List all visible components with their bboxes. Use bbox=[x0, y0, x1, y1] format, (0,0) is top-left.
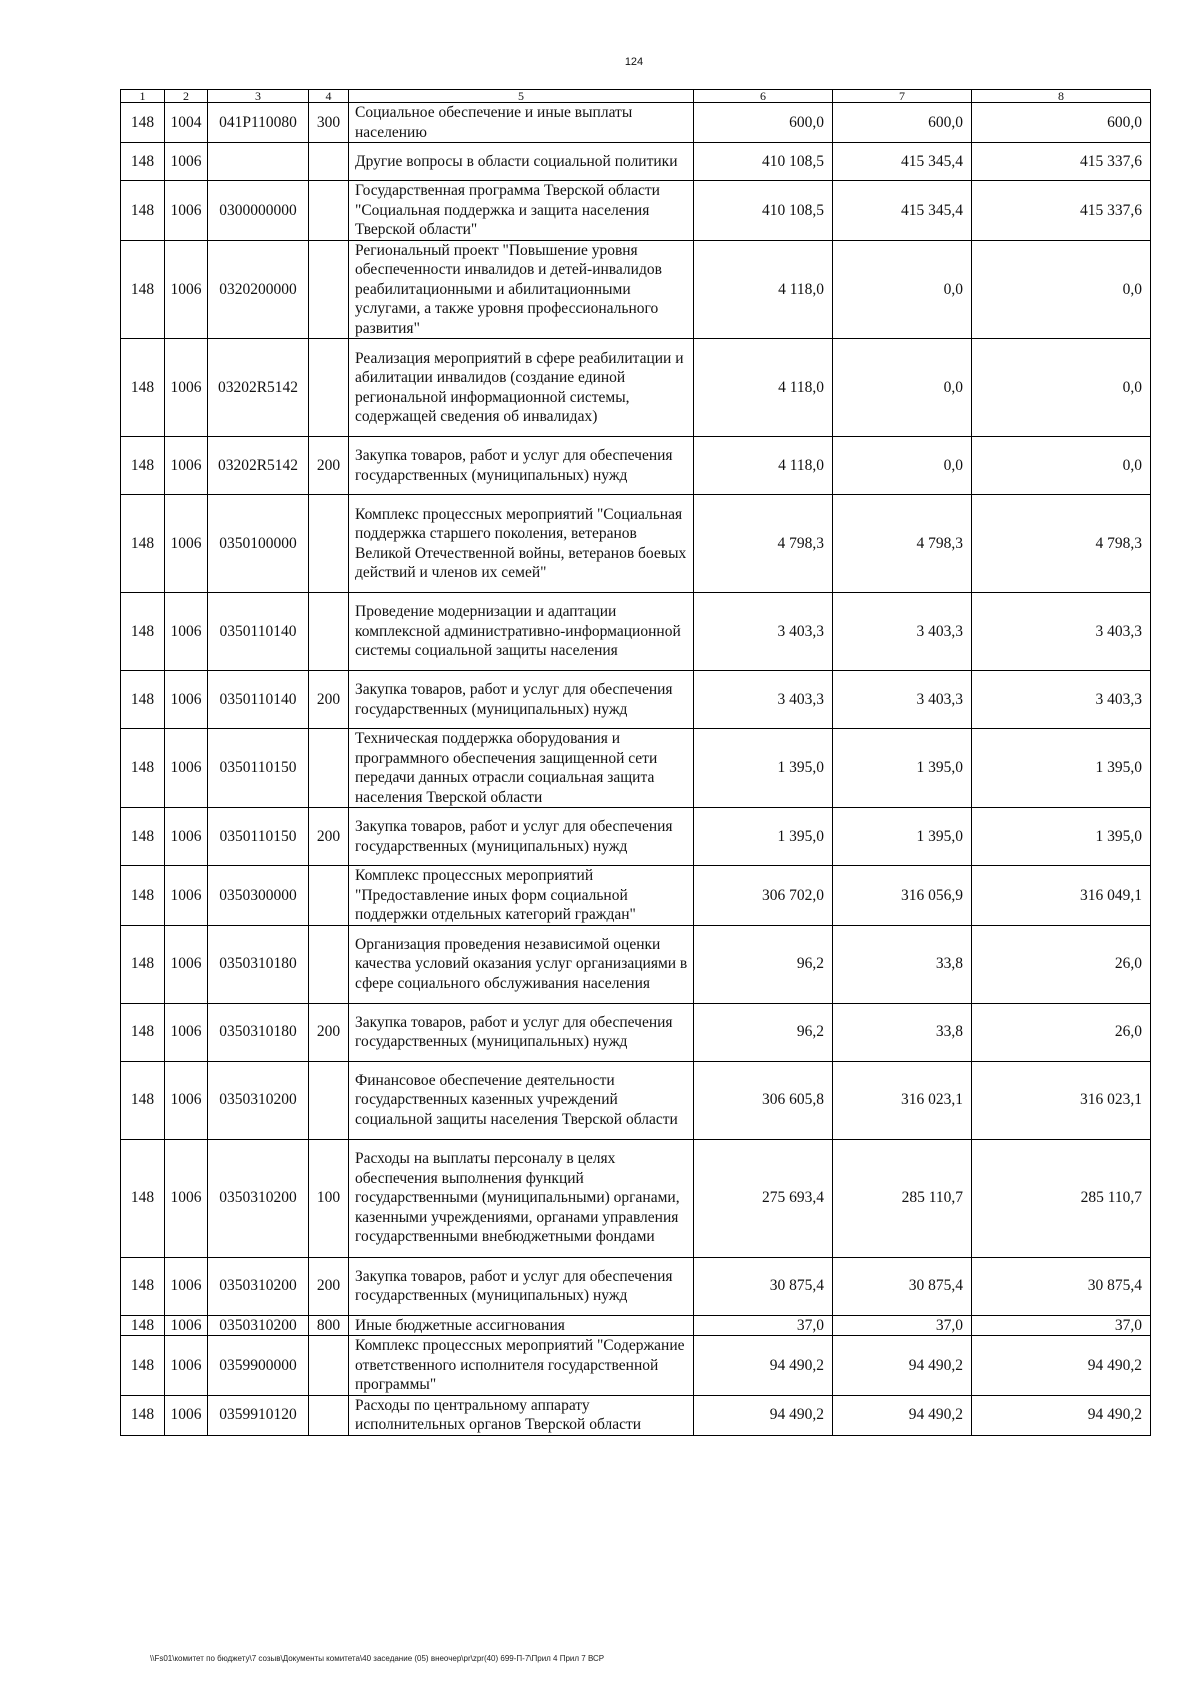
cell-description: Иные бюджетные ассигнования bbox=[349, 1315, 694, 1336]
column-number: 5 bbox=[349, 90, 694, 103]
cell-amount-year-3: 4 798,3 bbox=[972, 495, 1151, 593]
cell-administrator-code: 148 bbox=[121, 103, 165, 143]
cell-amount-year-1: 96,2 bbox=[694, 1003, 833, 1061]
cell-amount-year-1: 94 490,2 bbox=[694, 1395, 833, 1435]
cell-amount-year-3: 37,0 bbox=[972, 1315, 1151, 1336]
cell-administrator-code: 148 bbox=[121, 181, 165, 241]
table-row bbox=[121, 1315, 1151, 1336]
cell-target-article bbox=[208, 143, 309, 181]
cell-target-article: 0350310200 bbox=[208, 1257, 309, 1315]
table-row bbox=[121, 1257, 1151, 1315]
cell-amount-year-3: 1 395,0 bbox=[972, 808, 1151, 866]
cell-amount-year-1: 37,0 bbox=[694, 1315, 833, 1336]
cell-description: Закупка товаров, работ и услуг для обеспечения государственных (муниципальных) нужд bbox=[349, 1003, 694, 1061]
cell-description: Социальное обеспечение и иные выплаты населению bbox=[349, 103, 694, 143]
table-row bbox=[121, 240, 1151, 339]
table-row bbox=[121, 181, 1151, 241]
cell-administrator-code: 148 bbox=[121, 1315, 165, 1336]
cell-amount-year-2: 0,0 bbox=[833, 240, 972, 339]
cell-amount-year-3: 26,0 bbox=[972, 1003, 1151, 1061]
cell-amount-year-2: 94 490,2 bbox=[833, 1336, 972, 1396]
cell-target-article: 0359910120 bbox=[208, 1395, 309, 1435]
cell-administrator-code: 148 bbox=[121, 1395, 165, 1435]
cell-administrator-code: 148 bbox=[121, 1257, 165, 1315]
cell-amount-year-2: 3 403,3 bbox=[833, 671, 972, 729]
cell-expense-type bbox=[309, 495, 349, 593]
cell-description: Расходы по центральному аппарату исполнительных органов Тверской области bbox=[349, 1395, 694, 1435]
cell-amount-year-1: 4 118,0 bbox=[694, 339, 833, 437]
cell-section-code: 1006 bbox=[165, 1257, 208, 1315]
cell-amount-year-3: 30 875,4 bbox=[972, 1257, 1151, 1315]
budget-table bbox=[120, 89, 1151, 1436]
cell-amount-year-2: 30 875,4 bbox=[833, 1257, 972, 1315]
cell-section-code: 1006 bbox=[165, 808, 208, 866]
cell-amount-year-1: 94 490,2 bbox=[694, 1336, 833, 1396]
cell-section-code: 1006 bbox=[165, 1395, 208, 1435]
cell-description: Государственная программа Тверской области "Социальная поддержка и защита населения Тверской области" bbox=[349, 181, 694, 241]
cell-section-code: 1006 bbox=[165, 1336, 208, 1396]
table-row bbox=[121, 808, 1151, 866]
cell-administrator-code: 148 bbox=[121, 143, 165, 181]
cell-administrator-code: 148 bbox=[121, 925, 165, 1003]
cell-amount-year-3: 94 490,2 bbox=[972, 1395, 1151, 1435]
cell-amount-year-2: 0,0 bbox=[833, 437, 972, 495]
cell-section-code: 1006 bbox=[165, 925, 208, 1003]
table-row bbox=[121, 729, 1151, 808]
cell-amount-year-3: 94 490,2 bbox=[972, 1336, 1151, 1396]
cell-target-article: 0350300000 bbox=[208, 866, 309, 926]
cell-administrator-code: 148 bbox=[121, 1003, 165, 1061]
cell-description: Реализация мероприятий в сфере реабилитации и абилитации инвалидов (создание единой региональной информационной системы, содержащей сведения об инвалидах) bbox=[349, 339, 694, 437]
cell-amount-year-3: 415 337,6 bbox=[972, 143, 1151, 181]
cell-section-code: 1006 bbox=[165, 1315, 208, 1336]
cell-expense-type: 100 bbox=[309, 1139, 349, 1257]
cell-section-code: 1006 bbox=[165, 729, 208, 808]
cell-amount-year-2: 415 345,4 bbox=[833, 143, 972, 181]
cell-section-code: 1006 bbox=[165, 143, 208, 181]
cell-target-article: 0350310200 bbox=[208, 1315, 309, 1336]
column-number: 6 bbox=[694, 90, 833, 103]
cell-amount-year-1: 3 403,3 bbox=[694, 593, 833, 671]
cell-amount-year-3: 285 110,7 bbox=[972, 1139, 1151, 1257]
table-row bbox=[121, 339, 1151, 437]
column-number: 3 bbox=[208, 90, 309, 103]
cell-amount-year-1: 4 798,3 bbox=[694, 495, 833, 593]
cell-administrator-code: 148 bbox=[121, 1061, 165, 1139]
cell-expense-type bbox=[309, 143, 349, 181]
cell-amount-year-2: 37,0 bbox=[833, 1315, 972, 1336]
cell-target-article: 0350310200 bbox=[208, 1061, 309, 1139]
table-row bbox=[121, 1139, 1151, 1257]
cell-amount-year-3: 415 337,6 bbox=[972, 181, 1151, 241]
cell-amount-year-2: 4 798,3 bbox=[833, 495, 972, 593]
cell-amount-year-3: 316 049,1 bbox=[972, 866, 1151, 926]
cell-description: Закупка товаров, работ и услуг для обеспечения государственных (муниципальных) нужд bbox=[349, 671, 694, 729]
cell-section-code: 1006 bbox=[165, 339, 208, 437]
cell-expense-type bbox=[309, 729, 349, 808]
cell-section-code: 1006 bbox=[165, 1139, 208, 1257]
cell-expense-type: 200 bbox=[309, 671, 349, 729]
cell-administrator-code: 148 bbox=[121, 729, 165, 808]
table-row bbox=[121, 437, 1151, 495]
cell-amount-year-1: 275 693,4 bbox=[694, 1139, 833, 1257]
cell-description: Комплекс процессных мероприятий "Социальная поддержка старшего поколения, ветеранов Великой Отечественной войны, ветеранов боевых действий и членов их семей" bbox=[349, 495, 694, 593]
cell-expense-type bbox=[309, 240, 349, 339]
cell-amount-year-3: 3 403,3 bbox=[972, 593, 1151, 671]
cell-description: Другие вопросы в области социальной политики bbox=[349, 143, 694, 181]
cell-administrator-code: 148 bbox=[121, 593, 165, 671]
cell-description: Закупка товаров, работ и услуг для обеспечения государственных (муниципальных) нужд bbox=[349, 808, 694, 866]
cell-target-article: 0350310180 bbox=[208, 1003, 309, 1061]
cell-expense-type bbox=[309, 866, 349, 926]
cell-expense-type bbox=[309, 1395, 349, 1435]
table-row bbox=[121, 593, 1151, 671]
cell-expense-type: 800 bbox=[309, 1315, 349, 1336]
table-row bbox=[121, 1336, 1151, 1396]
cell-description: Организация проведения независимой оценки качества условий оказания услуг организациями в сфере социального обслуживания населения bbox=[349, 925, 694, 1003]
cell-expense-type bbox=[309, 339, 349, 437]
cell-amount-year-1: 30 875,4 bbox=[694, 1257, 833, 1315]
cell-administrator-code: 148 bbox=[121, 671, 165, 729]
cell-target-article: 041P110080 bbox=[208, 103, 309, 143]
cell-section-code: 1004 bbox=[165, 103, 208, 143]
cell-amount-year-1: 4 118,0 bbox=[694, 240, 833, 339]
cell-amount-year-3: 26,0 bbox=[972, 925, 1151, 1003]
cell-amount-year-2: 1 395,0 bbox=[833, 808, 972, 866]
cell-target-article: 0359900000 bbox=[208, 1336, 309, 1396]
cell-expense-type: 200 bbox=[309, 437, 349, 495]
column-number: 7 bbox=[833, 90, 972, 103]
cell-section-code: 1006 bbox=[165, 495, 208, 593]
cell-description: Закупка товаров, работ и услуг для обеспечения государственных (муниципальных) нужд bbox=[349, 1257, 694, 1315]
cell-section-code: 1006 bbox=[165, 240, 208, 339]
cell-amount-year-2: 1 395,0 bbox=[833, 729, 972, 808]
page-number: 124 bbox=[624, 56, 644, 68]
table-row bbox=[121, 143, 1151, 181]
table-row bbox=[121, 103, 1151, 143]
cell-expense-type bbox=[309, 925, 349, 1003]
cell-amount-year-2: 316 023,1 bbox=[833, 1061, 972, 1139]
column-number-row bbox=[121, 90, 1151, 103]
cell-description: Техническая поддержка оборудования и программного обеспечения защищенной сети передачи данных отрасли социальная защита населения Тверской области bbox=[349, 729, 694, 808]
cell-expense-type: 200 bbox=[309, 808, 349, 866]
cell-administrator-code: 148 bbox=[121, 437, 165, 495]
column-number: 4 bbox=[309, 90, 349, 103]
cell-expense-type bbox=[309, 1336, 349, 1396]
cell-amount-year-1: 4 118,0 bbox=[694, 437, 833, 495]
cell-amount-year-1: 1 395,0 bbox=[694, 729, 833, 808]
cell-administrator-code: 148 bbox=[121, 495, 165, 593]
cell-amount-year-3: 0,0 bbox=[972, 437, 1151, 495]
cell-amount-year-2: 316 056,9 bbox=[833, 866, 972, 926]
table-row bbox=[121, 1003, 1151, 1061]
cell-description: Расходы на выплаты персоналу в целях обеспечения выполнения функций государственными (муниципальными) органами, казенными учреждениями, органами управления государственными внебюджетными фондами bbox=[349, 1139, 694, 1257]
cell-administrator-code: 148 bbox=[121, 339, 165, 437]
cell-target-article: 0350110150 bbox=[208, 729, 309, 808]
cell-target-article: 0320200000 bbox=[208, 240, 309, 339]
cell-administrator-code: 148 bbox=[121, 808, 165, 866]
table-row bbox=[121, 495, 1151, 593]
cell-description: Проведение модернизации и адаптации комплексной административно-информационной системы социальной защиты населения bbox=[349, 593, 694, 671]
table-body bbox=[121, 103, 1151, 1436]
cell-administrator-code: 148 bbox=[121, 1336, 165, 1396]
cell-amount-year-3: 316 023,1 bbox=[972, 1061, 1151, 1139]
cell-amount-year-3: 0,0 bbox=[972, 240, 1151, 339]
column-number: 1 bbox=[121, 90, 165, 103]
cell-target-article: 0350110140 bbox=[208, 593, 309, 671]
table-row bbox=[121, 866, 1151, 926]
cell-expense-type bbox=[309, 1061, 349, 1139]
cell-amount-year-3: 600,0 bbox=[972, 103, 1151, 143]
cell-amount-year-3: 0,0 bbox=[972, 339, 1151, 437]
cell-amount-year-1: 306 702,0 bbox=[694, 866, 833, 926]
cell-amount-year-2: 0,0 bbox=[833, 339, 972, 437]
cell-amount-year-3: 3 403,3 bbox=[972, 671, 1151, 729]
cell-target-article: 0350100000 bbox=[208, 495, 309, 593]
cell-amount-year-2: 285 110,7 bbox=[833, 1139, 972, 1257]
cell-section-code: 1006 bbox=[165, 866, 208, 926]
cell-section-code: 1006 bbox=[165, 181, 208, 241]
cell-amount-year-1: 410 108,5 bbox=[694, 181, 833, 241]
cell-amount-year-1: 306 605,8 bbox=[694, 1061, 833, 1139]
cell-description: Региональный проект "Повышение уровня обеспеченности инвалидов и детей-инвалидов реабилитационными и абилитационными услугами, а также уровня профессионального развития" bbox=[349, 240, 694, 339]
table-row bbox=[121, 1061, 1151, 1139]
cell-expense-type: 200 bbox=[309, 1003, 349, 1061]
cell-expense-type bbox=[309, 181, 349, 241]
cell-target-article: 0350110150 bbox=[208, 808, 309, 866]
cell-section-code: 1006 bbox=[165, 593, 208, 671]
cell-amount-year-1: 3 403,3 bbox=[694, 671, 833, 729]
table-row bbox=[121, 925, 1151, 1003]
cell-description: Комплекс процессных мероприятий "Содержание ответственного исполнителя государственной программы" bbox=[349, 1336, 694, 1396]
cell-amount-year-3: 1 395,0 bbox=[972, 729, 1151, 808]
cell-amount-year-1: 1 395,0 bbox=[694, 808, 833, 866]
cell-amount-year-2: 94 490,2 bbox=[833, 1395, 972, 1435]
cell-amount-year-1: 600,0 bbox=[694, 103, 833, 143]
cell-section-code: 1006 bbox=[165, 437, 208, 495]
cell-amount-year-2: 415 345,4 bbox=[833, 181, 972, 241]
cell-amount-year-1: 96,2 bbox=[694, 925, 833, 1003]
cell-description: Финансовое обеспечение деятельности государственных казенных учреждений социальной защиты населения Тверской области bbox=[349, 1061, 694, 1139]
cell-target-article: 03202R5142 bbox=[208, 339, 309, 437]
cell-section-code: 1006 bbox=[165, 671, 208, 729]
cell-section-code: 1006 bbox=[165, 1061, 208, 1139]
cell-description: Комплекс процессных мероприятий "Предоставление иных форм социальной поддержки отдельных категорий граждан" bbox=[349, 866, 694, 926]
table-row bbox=[121, 1395, 1151, 1435]
cell-target-article: 0350310200 bbox=[208, 1139, 309, 1257]
column-number: 2 bbox=[165, 90, 208, 103]
cell-target-article: 0300000000 bbox=[208, 181, 309, 241]
cell-expense-type bbox=[309, 593, 349, 671]
cell-amount-year-1: 410 108,5 bbox=[694, 143, 833, 181]
cell-section-code: 1006 bbox=[165, 1003, 208, 1061]
cell-administrator-code: 148 bbox=[121, 1139, 165, 1257]
cell-amount-year-2: 3 403,3 bbox=[833, 593, 972, 671]
cell-administrator-code: 148 bbox=[121, 866, 165, 926]
cell-amount-year-2: 600,0 bbox=[833, 103, 972, 143]
table-row bbox=[121, 671, 1151, 729]
cell-administrator-code: 148 bbox=[121, 240, 165, 339]
cell-amount-year-2: 33,8 bbox=[833, 925, 972, 1003]
cell-amount-year-2: 33,8 bbox=[833, 1003, 972, 1061]
cell-expense-type: 200 bbox=[309, 1257, 349, 1315]
footer-file-path: \\Fs01\комитет по бюджету\7 созыв\Документы комитета\40 заседание (05) внеочер\pr\zpr(40) 699-П-7\Прил 4 Прил 7 ВСР bbox=[150, 1654, 605, 1663]
cell-target-article: 03202R5142 bbox=[208, 437, 309, 495]
cell-target-article: 0350310180 bbox=[208, 925, 309, 1003]
cell-description: Закупка товаров, работ и услуг для обеспечения государственных (муниципальных) нужд bbox=[349, 437, 694, 495]
column-number: 8 bbox=[972, 90, 1151, 103]
cell-expense-type: 300 bbox=[309, 103, 349, 143]
cell-target-article: 0350110140 bbox=[208, 671, 309, 729]
